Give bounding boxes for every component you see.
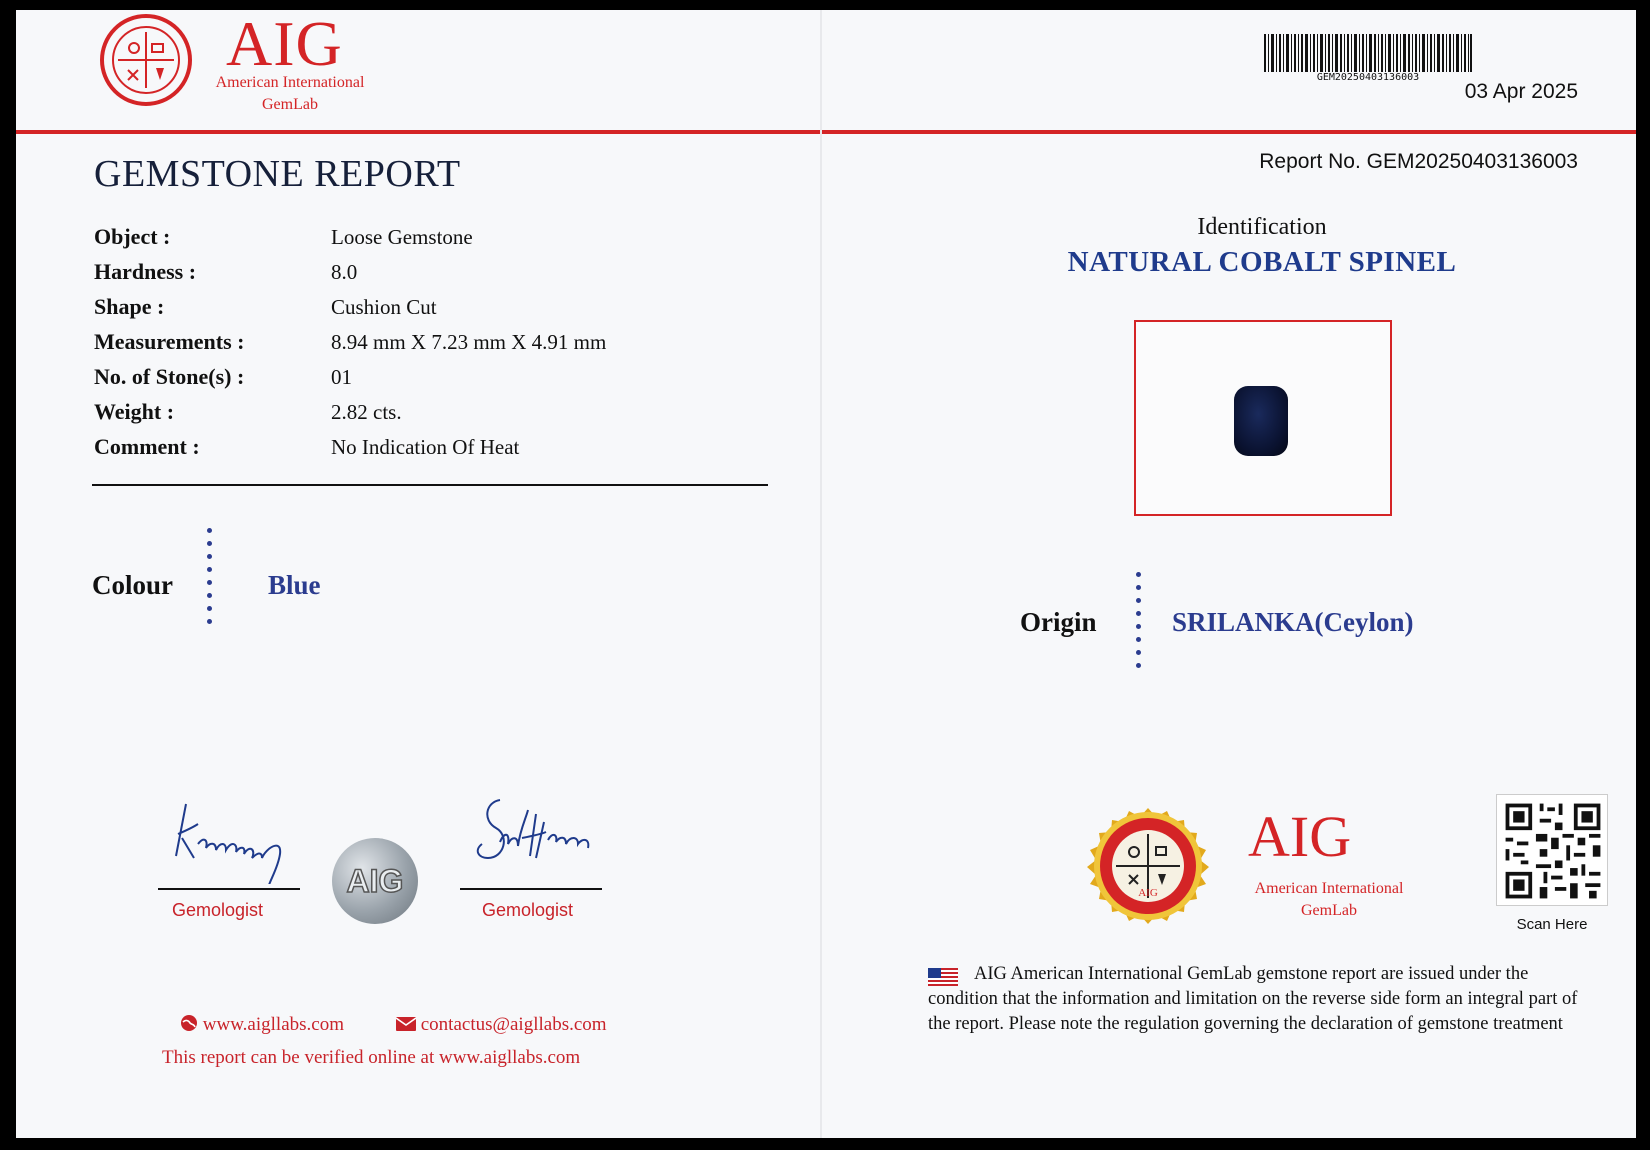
gem-species: NATURAL COBALT SPINEL [1067, 246, 1457, 278]
hologram-seal: AIG [332, 838, 418, 924]
aig-logo-subtitle-right: American International GemLab [1254, 880, 1404, 919]
signature-2-line [460, 888, 602, 890]
colour-value: Blue [268, 570, 321, 600]
spec-value-hardness: 8.0 [331, 260, 358, 284]
qr-code[interactable] [1496, 794, 1608, 906]
spec-value-shape: Cushion Cut [331, 295, 437, 319]
identification-label: Identification [1197, 214, 1327, 240]
report-number: Report No. GEM20250403136003 [1259, 150, 1578, 173]
origin-label: Origin [1020, 607, 1097, 637]
signature-1 [168, 794, 308, 884]
qr-code-icon [1498, 796, 1608, 906]
globe-icon [180, 1014, 198, 1032]
gold-seal [1076, 794, 1220, 938]
aig-logo-text: AIG [226, 8, 343, 79]
disclaimer-text: AIG American International GemLab gemstone report are issued under the condition that the information and limitation on the reverse side form an integral part of the report. Please note the regulation governing the declaration of gemstone treatment [928, 964, 1578, 1034]
colour-dots-separator [207, 528, 212, 632]
email-icon [396, 1016, 416, 1032]
spec-value-weight: 2.82 cts. [331, 400, 402, 424]
barcode-number: GEM20250403136003 [1316, 72, 1420, 83]
header-divider [16, 130, 1636, 134]
spec-value-object: Loose Gemstone [331, 225, 473, 249]
gemologist-label-1: Gemologist [172, 900, 264, 920]
email-contact[interactable]: contactus@aigllabs.com [396, 1014, 607, 1036]
origin-value: SRILANKA(Ceylon) [1172, 607, 1414, 637]
verify-note: This report can be verified online at www.aigllabs.com [162, 1047, 581, 1068]
aig-logo-text-right: AIG [1248, 804, 1352, 869]
spec-value-stones: 01 [331, 365, 352, 389]
certificate-page [16, 10, 1636, 1138]
gemologist-label-2: Gemologist [482, 900, 574, 920]
page-title: GEMSTONE REPORT [94, 153, 461, 195]
report-date: 03 Apr 2025 [1464, 80, 1578, 103]
spec-label-stones: No. of Stone(s) : [94, 364, 245, 389]
spec-label-comment: Comment : [94, 434, 200, 459]
colour-label: Colour [92, 570, 173, 600]
spec-label-hardness: Hardness : [94, 259, 197, 284]
spec-label-measurements: Measurements : [94, 329, 245, 354]
specs-divider [92, 484, 768, 486]
aig-logo-emblem [100, 14, 192, 106]
website-contact[interactable]: www.aigllabs.com [180, 1014, 344, 1036]
qr-label: Scan Here [1516, 916, 1588, 933]
seal-text: AIG [1138, 887, 1158, 899]
aig-logo-subtitle: American International GemLab [215, 74, 365, 113]
spec-value-measurements: 8.94 mm X 7.23 mm X 4.91 mm [331, 330, 607, 354]
barcode [1264, 34, 1472, 72]
spec-label-shape: Shape : [94, 294, 165, 319]
origin-dots-separator [1136, 572, 1141, 676]
signature-2 [466, 794, 606, 884]
gem-image [1234, 386, 1288, 456]
page-fold [820, 10, 822, 1138]
spec-value-comment: No Indication Of Heat [331, 435, 520, 459]
signature-1-line [158, 888, 300, 890]
spec-label-weight: Weight : [94, 399, 175, 424]
spec-label-object: Object : [94, 224, 171, 249]
